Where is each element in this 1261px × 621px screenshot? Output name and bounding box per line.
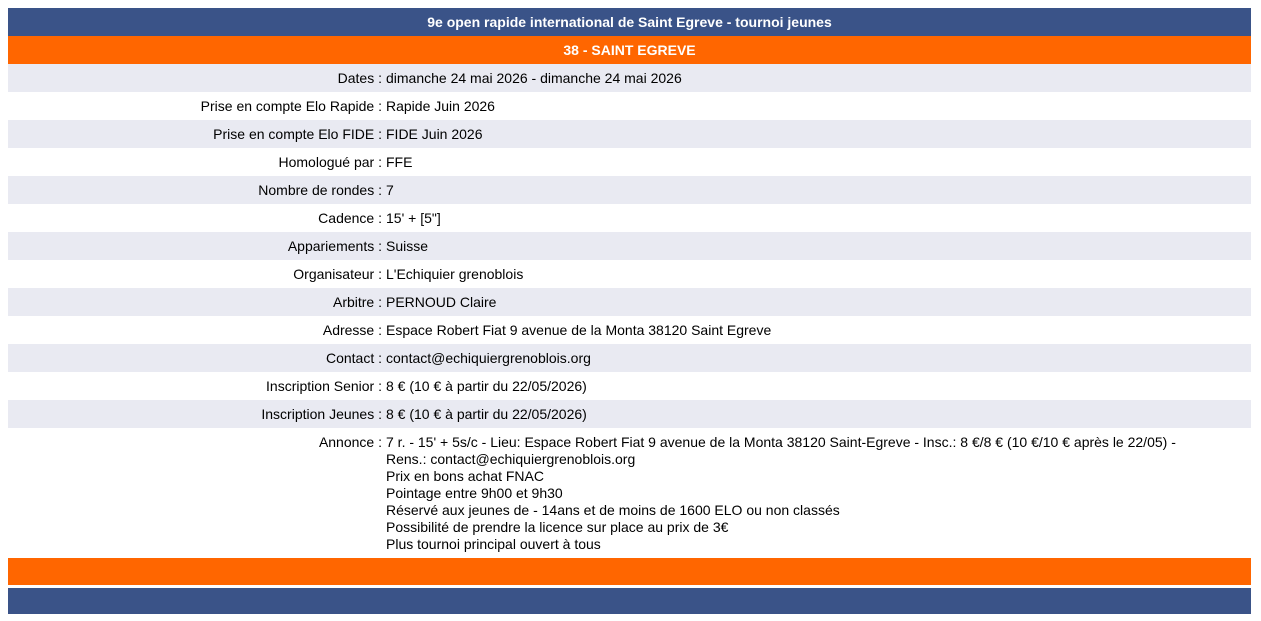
annonce-text xyxy=(382,434,1251,553)
row-value: 8 € (10 € à partir du 22/05/2026) xyxy=(386,378,587,394)
row-value: 8 € (10 € à partir du 22/05/2026) xyxy=(386,406,587,422)
row-elo-rapide xyxy=(8,92,1251,120)
footer-orange-bar xyxy=(8,558,1251,585)
row-value: Suisse xyxy=(386,238,429,254)
row-inscription-senior xyxy=(8,372,1251,400)
annonce-line: Possibilité de prendre la licence sur place au prix de 3€ xyxy=(386,519,729,535)
tournament-details-table xyxy=(8,8,1251,614)
row-label: Cadence : xyxy=(318,210,382,226)
row-label: Organisateur : xyxy=(293,266,382,282)
row-rondes xyxy=(8,176,1251,204)
row-label: Arbitre : xyxy=(332,294,382,310)
row-adresse xyxy=(8,316,1251,344)
annonce-line: Pointage entre 9h00 et 9h30 xyxy=(386,485,563,501)
row-value: 7 xyxy=(386,182,394,198)
row-label: Prise en compte Elo Rapide : xyxy=(200,98,382,114)
row-elo-fide xyxy=(8,120,1251,148)
row-contact xyxy=(8,344,1251,372)
footer-blue-bar xyxy=(8,588,1251,614)
row-label: Annonce : xyxy=(318,434,382,450)
row-value: Espace Robert Fiat 9 avenue de la Monta 38120 Saint Egreve xyxy=(386,322,772,338)
contact-email: contact@echiquiergrenoblois.org xyxy=(386,350,591,366)
row-label: Prise en compte Elo FIDE : xyxy=(213,126,382,142)
tournament-title: 9e open rapide international de Saint Egreve - tournoi jeunes xyxy=(8,8,1251,36)
annonce-line: Réservé aux jeunes de - 14ans et de moins de 1600 ELO ou non classés xyxy=(386,502,840,518)
annonce-line: Rens.: contact@echiquiergrenoblois.org xyxy=(386,451,636,467)
annonce-line: 7 r. - 15' + 5s/c - Lieu: Espace Robert Fiat 9 avenue de la Monta 38120 Saint-Egreve - Insc.: 8 €/8 € (10 €/10 € après le 22/05) - xyxy=(386,434,1176,450)
row-organisateur xyxy=(8,260,1251,288)
row-label: Dates : xyxy=(337,70,382,86)
row-label: Nombre de rondes : xyxy=(258,182,382,198)
row-value: FFE xyxy=(386,154,413,170)
row-annonce xyxy=(8,428,1251,558)
row-label: Contact : xyxy=(325,350,382,366)
row-label: Adresse : xyxy=(322,322,382,338)
row-value: Rapide Juin 2026 xyxy=(386,98,495,114)
annonce-line: Plus tournoi principal ouvert à tous xyxy=(386,536,601,552)
row-dates xyxy=(8,64,1251,92)
row-value: 15' + [5"] xyxy=(386,210,441,226)
row-value: L'Echiquier grenoblois xyxy=(386,266,524,282)
row-label: Inscription Jeunes : xyxy=(261,406,382,422)
tournament-location: 38 - SAINT EGREVE xyxy=(8,36,1251,64)
row-value: FIDE Juin 2026 xyxy=(386,126,483,142)
row-cadence xyxy=(8,204,1251,232)
row-homologue xyxy=(8,148,1251,176)
row-arbitre xyxy=(8,288,1251,316)
row-label: Appariements : xyxy=(287,238,382,254)
row-label: Homologué par : xyxy=(278,154,382,170)
row-inscription-jeunes xyxy=(8,400,1251,428)
row-appariements xyxy=(8,232,1251,260)
annonce-line: Prix en bons achat FNAC xyxy=(386,468,544,484)
row-value: PERNOUD Claire xyxy=(386,294,497,310)
row-value: dimanche 24 mai 2026 - dimanche 24 mai 2026 xyxy=(386,70,682,86)
row-label: Inscription Senior : xyxy=(266,378,382,394)
